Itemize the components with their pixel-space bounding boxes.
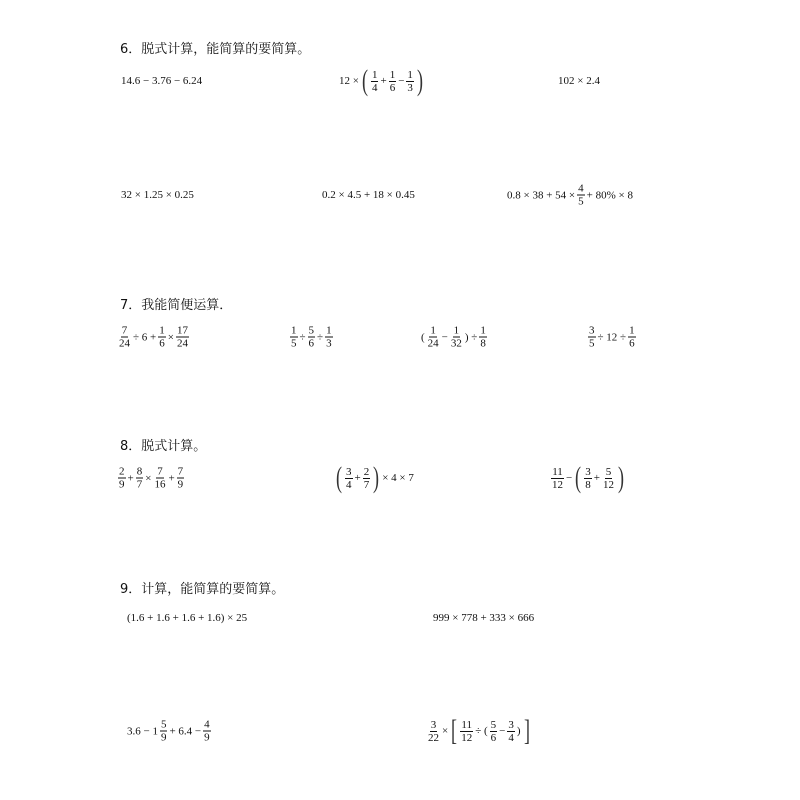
- numerator: 3: [585, 465, 591, 478]
- math-text: × 4 × 7: [382, 472, 414, 484]
- numerator: 11: [461, 718, 473, 731]
- denominator: 24: [119, 337, 130, 350]
- denominator: 6: [389, 81, 396, 94]
- bracket: (: [361, 64, 368, 97]
- denominator: 8: [480, 337, 486, 350]
- bracket: (: [575, 461, 582, 494]
- math-text: ): [516, 725, 521, 737]
- math-expression: [420, 325, 488, 350]
- numerator: 5: [490, 718, 497, 731]
- math-text: 0.2 × 4.5 + 18 × 0.45: [322, 189, 415, 201]
- denominator: 16: [154, 478, 166, 491]
- numerator: 1: [407, 68, 413, 81]
- math-expression: [321, 189, 416, 201]
- denominator: 7: [363, 478, 370, 491]
- numerator: 1: [291, 324, 297, 337]
- math-text: + 6.4 −: [169, 725, 202, 737]
- q8-heading: 8．脱式计算。: [120, 439, 207, 454]
- q6-heading: 6．脱式计算，能简算的要简算。: [120, 42, 311, 57]
- math-text: −: [441, 331, 448, 343]
- denominator: 6: [629, 337, 635, 350]
- denominator: 9: [204, 731, 210, 744]
- math-expression: [289, 325, 334, 350]
- numerator: 1: [326, 324, 332, 337]
- bracket: ): [373, 461, 380, 494]
- math-expression: [338, 66, 425, 96]
- math-text: −: [566, 472, 573, 484]
- denominator: 24: [427, 337, 439, 350]
- numerator: 2: [119, 465, 125, 478]
- math-text: 3.6 − 1: [127, 725, 158, 737]
- denominator: 7: [136, 478, 143, 491]
- numerator: 3: [508, 718, 514, 731]
- math-text: +: [354, 472, 361, 484]
- math-text: ÷: [317, 331, 324, 343]
- fraction: [118, 325, 131, 350]
- denominator: 4: [346, 478, 352, 491]
- numerator: 1: [480, 324, 486, 337]
- denominator: 12: [552, 478, 563, 491]
- numerator: 1: [430, 324, 436, 337]
- math-text: ÷ 12 ÷: [597, 331, 627, 343]
- math-text: ×: [167, 331, 174, 343]
- numerator: 7: [157, 465, 163, 478]
- math-text: 14.6 − 3.76 − 6.24: [121, 75, 203, 87]
- numerator: 5: [605, 465, 612, 478]
- denominator: 12: [602, 478, 614, 491]
- denominator: 3: [407, 81, 413, 94]
- bracket: ): [416, 64, 423, 97]
- denominator: 5: [291, 337, 297, 350]
- denominator: 12: [461, 731, 473, 744]
- numerator: 4: [204, 718, 210, 731]
- numerator: 17: [176, 324, 188, 337]
- math-expression: [126, 719, 212, 744]
- numerator: 11: [552, 465, 563, 478]
- numerator: 5: [308, 324, 315, 337]
- fraction: [345, 466, 353, 491]
- math-expression: [126, 612, 248, 624]
- math-expression: [587, 325, 637, 350]
- fraction: [584, 466, 592, 491]
- q9-heading: 9．计算，能简算的要简算。: [120, 582, 285, 597]
- fraction: [153, 466, 166, 491]
- fraction: [588, 325, 596, 350]
- math-expression: [557, 75, 601, 87]
- math-text: ×: [145, 472, 152, 484]
- math-text: 32 × 1.25 × 0.25: [121, 189, 194, 201]
- math-text: −: [398, 75, 405, 87]
- math-text: +: [593, 472, 600, 484]
- denominator: 4: [508, 731, 514, 744]
- fraction: [479, 325, 487, 350]
- numerator: 7: [121, 324, 128, 337]
- fraction: [427, 719, 440, 744]
- math-expression: [550, 463, 626, 493]
- math-expression: [426, 716, 532, 746]
- numerator: 3: [589, 324, 595, 337]
- fraction: [406, 69, 414, 94]
- numerator: 1: [159, 324, 165, 337]
- math-expression: [506, 183, 634, 208]
- fraction: [118, 466, 126, 491]
- numerator: 1: [453, 324, 460, 337]
- math-expression: [334, 463, 415, 493]
- bracket: ): [617, 461, 624, 494]
- numerator: 1: [629, 324, 635, 337]
- math-expression: [120, 189, 195, 201]
- fraction: [363, 466, 371, 491]
- numerator: 1: [371, 68, 378, 81]
- bracket: ]: [523, 714, 530, 747]
- denominator: 9: [177, 478, 184, 491]
- numerator: 3: [346, 465, 352, 478]
- math-text: +: [168, 472, 175, 484]
- math-text: +: [380, 75, 387, 87]
- math-text: −: [499, 725, 506, 737]
- denominator: 6: [159, 337, 165, 350]
- fraction: [427, 325, 440, 350]
- denominator: 32: [450, 337, 462, 350]
- fraction: [490, 719, 498, 744]
- fraction: [551, 466, 564, 491]
- denominator: 5: [578, 195, 584, 208]
- numerator: 5: [160, 718, 167, 731]
- fraction: [450, 325, 463, 350]
- math-text: (1.6 + 1.6 + 1.6 + 1.6) × 25: [127, 612, 248, 624]
- bracket: (: [336, 461, 342, 494]
- fraction: [136, 466, 144, 491]
- fraction: [371, 69, 379, 94]
- fraction: [160, 719, 168, 744]
- denominator: 9: [119, 478, 125, 491]
- fraction: [308, 325, 316, 350]
- math-text: 102 × 2.4: [558, 75, 600, 87]
- math-text: ÷: [299, 331, 306, 343]
- denominator: 3: [326, 337, 332, 350]
- math-text: + 80% × 8: [586, 189, 633, 201]
- fraction: [577, 183, 585, 208]
- math-text: 12 ×: [339, 75, 359, 87]
- fraction: [290, 325, 298, 350]
- math-expression: [117, 325, 190, 350]
- fraction: [507, 719, 515, 744]
- fraction: [389, 69, 397, 94]
- fraction: [325, 325, 333, 350]
- math-text: ÷ 6 +: [133, 331, 157, 343]
- numerator: 1: [389, 68, 396, 81]
- math-text: (: [421, 331, 425, 343]
- math-text: 999 × 778 + 333 × 666: [433, 612, 535, 624]
- fraction: [203, 719, 211, 744]
- math-text: ) ÷: [464, 331, 478, 343]
- numerator: 8: [136, 465, 143, 478]
- denominator: 9: [160, 731, 167, 744]
- math-text: 0.8 × 38 + 54 ×: [507, 189, 576, 201]
- fraction: [628, 325, 636, 350]
- math-expression: [432, 612, 535, 624]
- numerator: 3: [430, 718, 437, 731]
- numerator: 4: [578, 182, 584, 195]
- fraction: [158, 325, 166, 350]
- fraction: [177, 466, 185, 491]
- fraction: [460, 719, 473, 744]
- denominator: 5: [589, 337, 595, 350]
- denominator: 24: [176, 337, 188, 350]
- math-text: ÷ (: [475, 725, 488, 737]
- denominator: 6: [308, 337, 315, 350]
- denominator: 6: [490, 731, 497, 744]
- math-text: ×: [442, 725, 449, 737]
- bracket: [: [451, 714, 458, 747]
- q7-heading: 7．我能简便运算．: [120, 298, 233, 313]
- fraction: [602, 466, 615, 491]
- fraction: [176, 325, 189, 350]
- numerator: 7: [177, 465, 184, 478]
- math-expression: [117, 466, 185, 491]
- denominator: 8: [585, 478, 591, 491]
- math-text: +: [127, 472, 134, 484]
- numerator: 2: [363, 465, 370, 478]
- math-expression: [120, 75, 203, 87]
- denominator: 4: [371, 81, 378, 94]
- denominator: 22: [428, 731, 439, 744]
